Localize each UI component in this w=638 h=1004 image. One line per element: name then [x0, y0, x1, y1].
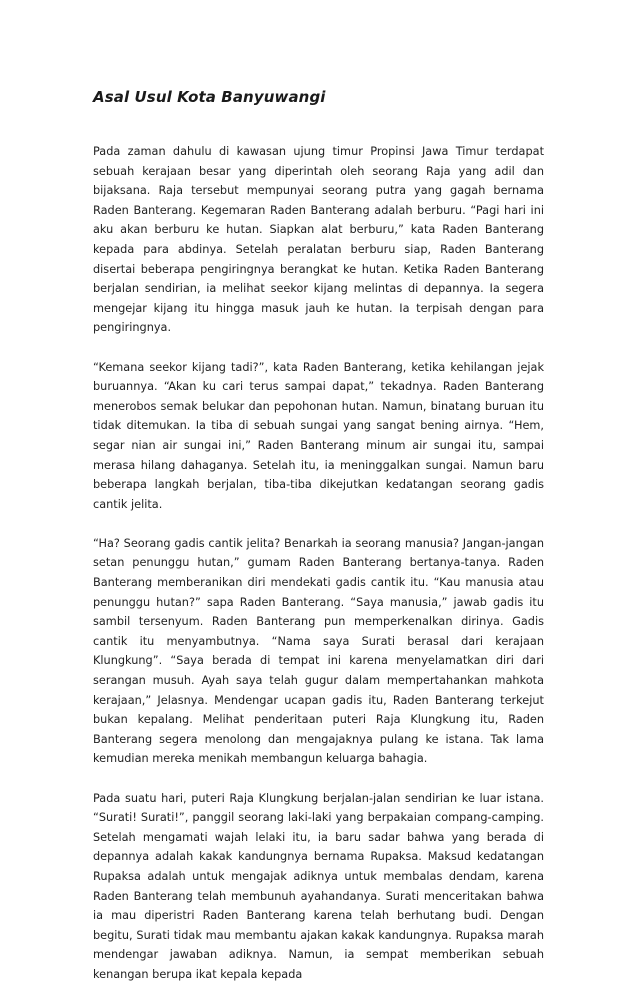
- paragraph: “Kemana seekor kijang tadi?”, kata Raden Banterang, ketika kehilangan jejak buruannya. “Akan ku cari terus sampai dapat,” tekadnya. Raden Banterang menerobos semak belukar dan pepohonan hutan. Namun, binatang buruan itu tidak ditemukan. Ia tiba di sebuah sungai yang sangat bening airnya. “Hem, segar nian air sungai ini,” Raden Banterang minum air sungai itu, sampai merasa hilang dahaganya. Setelah itu, ia meninggalkan sungai. Namun baru beberapa langkah berjalan, tiba-tiba dikejutkan kedatangan seorang gadis cantik jelita.: [93, 360, 544, 511]
- paragraph: “Ha? Seorang gadis cantik jelita? Benarkah ia seorang manusia? Jangan-jangan setan penunggu hutan,” gumam Raden Banterang bertanya-tanya. Raden Banterang memberanikan diri mendekati gadis cantik itu. “Kau manusia atau penunggu hutan?” sapa Raden Banterang. “Saya manusia,” jawab gadis itu sambil tersenyum. Raden Banterang pun memperkenalkan dirinya. Gadis cantik itu menyambutnya. “Nama saya Surati berasal dari kerajaan Klungkung”. “Saya berada di tempat ini karena menyelamatkan diri dari serangan musuh. Ayah saya telah gugur dalam mempertahankan mahkota kerajaan,” Jelasnya. Mendengar ucapan gadis itu, Raden Banterang terkejut bukan kepalang. Melihat penderitaan puteri Raja Klungkung itu, Raden Banterang segera menolong dan mengajaknya pulang ke istana. Tak lama kemudian mereka menikah membangun keluarga bahagia.: [93, 536, 544, 766]
- paragraph: Pada suatu hari, puteri Raja Klungkung berjalan-jalan sendirian ke luar istana. “Surati! Surati!”, panggil seorang laki-laki yang berpakaian compang-camping. Setelah mengamati wajah lelaki itu, ia baru sadar bahwa yang berada di depannya adalah kakak kandungnya bernama Rupaksa. Maksud kedatangan Rupaksa adalah untuk mengajak adiknya untuk membalas dendam, karena Raden Banterang telah membunuh ayahandanya. Surati menceritakan bahwa ia mau diperistri Raden Banterang karena telah berhutang budi. Dengan begitu, Surati tidak mau membantu ajakan kakak kandungnya. Rupaksa marah mendengar jawaban adiknya. Namun, ia sempat memberikan sebuah kenangan berupa ikat kepala kepada: [93, 791, 544, 981]
- paragraph: Pada zaman dahulu di kawasan ujung timur Propinsi Jawa Timur terdapat sebuah kerajaan besar yang diperintah oleh seorang Raja yang adil dan bijaksana. Raja tersebut mempunyai seorang putra yang gagah bernama Raden Banterang. Kegemaran Raden Banterang adalah berburu. “Pagi hari ini aku akan berburu ke hutan. Siapkan alat berburu,” kata Raden Banterang kepada para abdinya. Setelah peralatan berburu siap, Raden Banterang disertai beberapa pengiringnya berangkat ke hutan. Ketika Raden Banterang berjalan sendirian, ia melihat seekor kijang melintas di depannya. Ia segera mengejar kijang itu hingga masuk jauh ke hutan. Ia terpisah dengan para pengiringnya.: [93, 145, 544, 335]
- document-body: [93, 142, 544, 1004]
- document-title: Asal Usul Kota Banyuwangi: [93, 88, 326, 106]
